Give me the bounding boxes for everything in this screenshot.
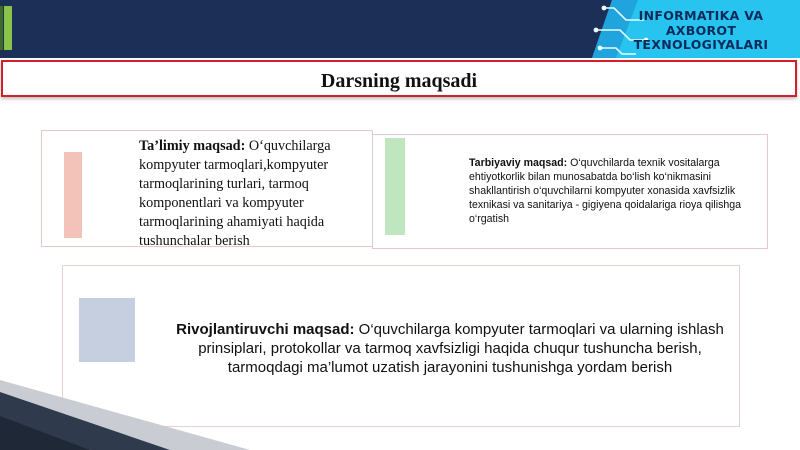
talimiy-color-block [64, 152, 82, 238]
talimiy-text: O‘quvchilarga kompyuter tarmoqlari,kompyuter tarmoqlarining turlari, tarmoq komponentlari va kompyuter tarmoqlarining ahamiyati haqida tushunchalar berish [139, 138, 331, 249]
talimiy-card [41, 130, 373, 247]
logo-title [608, 9, 794, 53]
rivojlantiruvchi-color-block [79, 298, 135, 362]
talimiy-text-block [139, 137, 371, 251]
rivojlantiruvchi-text: O‘quvchilarga kompyuter tarmoqlari va ularning ishlash prinsiplari, protokollar va tarmoq xavfsizligi haqida chuqur tushuncha berish, tarmoqdagi ma’lumot uzatish jarayonini tushunishga yordam berish [198, 321, 724, 376]
corner-decoration [0, 370, 260, 450]
logo-line-1: INFORMATIKA VA [638, 8, 764, 23]
logo-line-2: AXBOROT [665, 22, 737, 38]
tarbiyaviy-text: O‘quvchilarda texnik vositalarga ehtiyotkorlik bilan munosabatda bo‘lish ko‘nikmasini shakllantirish o‘quvchilarni kompyuter xonasida xavfsizlik texnikasi va sanitariya - gigiyena qoidalariga rioya qilishga o‘rgatish [469, 157, 742, 225]
tarbiyaviy-color-block [385, 138, 405, 235]
rivojlantiruvchi-label: Rivojlantiruvchi maqsad: [176, 321, 355, 338]
tarbiyaviy-card [372, 134, 768, 249]
tarbiyaviy-text-block [469, 156, 761, 226]
heading-bar [1, 60, 797, 97]
rivojlantiruvchi-text-block [165, 320, 735, 377]
logo-line-3: TEXNOLOGIYALARI [633, 37, 769, 52]
page-title: Darsning maqsadi [320, 70, 478, 92]
tarbiyaviy-label: Tarbiyaviy maqsad: [469, 157, 568, 169]
talimiy-label: Ta’limiy maqsad: [139, 138, 246, 154]
banner-accent-green [4, 6, 12, 50]
banner-accent-dark [0, 6, 3, 50]
